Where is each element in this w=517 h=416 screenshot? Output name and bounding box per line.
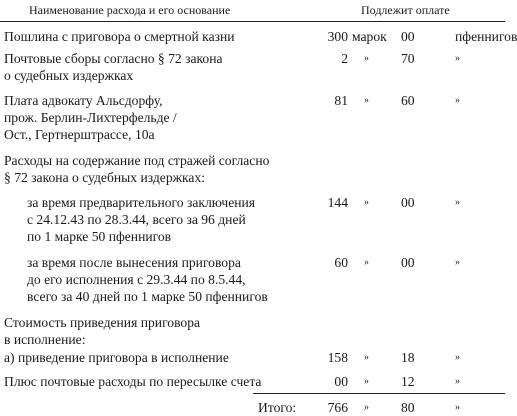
row-description: Почтовые сборы согласно § 72 закона о судебных издержках: [4, 51, 223, 83]
ditto-mark: »: [455, 95, 460, 106]
ditto-mark: »: [364, 376, 369, 387]
amount-marks: 144: [327, 195, 348, 210]
amount-marks: 158: [327, 350, 348, 365]
amount-pfennigs: 00: [401, 29, 415, 44]
ditto-mark: »: [455, 197, 460, 208]
amount-marks: 00: [334, 374, 348, 389]
ditto-mark: »: [364, 352, 369, 363]
ditto-mark: »: [455, 402, 460, 413]
unit-pfennigs: пфеннигов: [455, 29, 517, 44]
row-description: за время после вынесения приговора до его исполнения с 29.3.44 по 8.5.44, всего за 40 дней по 1 марке 50 пфеннигов: [27, 255, 268, 304]
row-description: за время предварительного заключения с 24.12.43 по 28.3.44, всего за 96 дней по 1 марке 50 пфеннигов: [27, 195, 256, 244]
amount-pfennigs: 60: [401, 93, 415, 108]
amount-marks: 60: [334, 255, 348, 270]
ditto-mark: »: [364, 402, 369, 413]
ditto-mark: »: [364, 53, 369, 64]
total-label: Итого:: [258, 400, 297, 415]
ditto-mark: »: [455, 352, 460, 363]
ditto-mark: »: [364, 197, 369, 208]
amount-marks: 81: [334, 93, 348, 108]
amount-pfennigs: 70: [401, 51, 415, 66]
ditto-mark: »: [364, 95, 369, 106]
amount-marks: 2: [341, 51, 348, 66]
column-header-payable: Подлежит оплате: [361, 3, 450, 17]
amount-marks: 300: [327, 29, 348, 44]
amount-pfennigs: 00: [401, 255, 415, 270]
ditto-mark: »: [364, 257, 369, 268]
header-divider: [0, 21, 505, 22]
amount-pfennigs: 18: [401, 350, 415, 365]
amount-pfennigs: 00: [401, 195, 415, 210]
total-marks: 766: [327, 400, 348, 415]
row-description: Расходы на содержание под стражей согласно § 72 закона о судебных издержках:: [4, 153, 270, 185]
total-pfennigs: 80: [401, 400, 415, 415]
ditto-mark: »: [455, 376, 460, 387]
ditto-mark: »: [455, 257, 460, 268]
row-description: Пошлина с приговора о смертной казни: [4, 29, 235, 44]
total-divider: [253, 393, 505, 394]
unit-marks: марок: [352, 29, 387, 44]
row-description: Плата адвокату Альсдорфу, прож. Берлин-Лихтерфельде / Ост., Гертнерштрассе, 10а: [4, 93, 177, 142]
ditto-mark: »: [455, 53, 460, 64]
amount-pfennigs: 12: [401, 374, 415, 389]
column-header-description: Наименование расхода и его основание: [29, 3, 231, 17]
row-description: Плюс почтовые расходы по пересылке счета: [4, 374, 262, 389]
row-description: а) приведение приговора в исполнение: [4, 350, 229, 365]
row-description: Стоимость приведения приговора в исполнение:: [4, 315, 201, 347]
